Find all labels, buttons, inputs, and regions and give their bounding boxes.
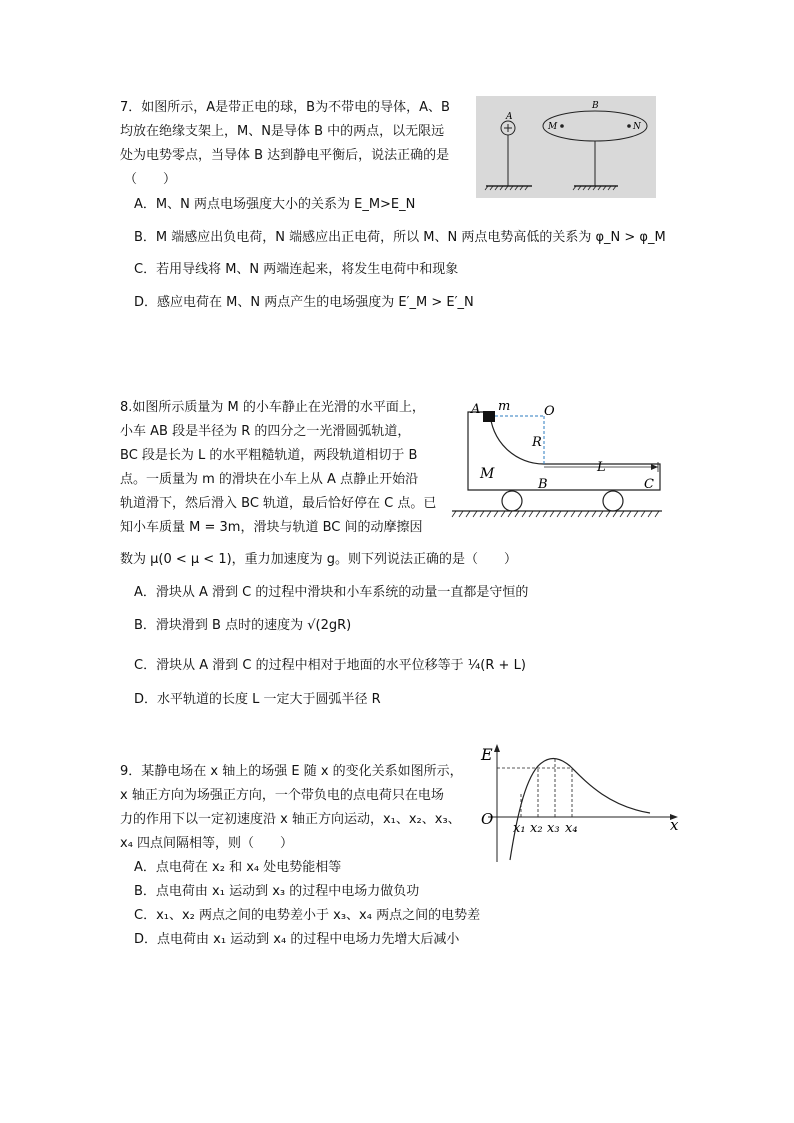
q8-stem-line-3: BC 段是长为 L 的水平粗糙轨道，两段轨道相切于 B [120, 448, 418, 463]
label-a: A [471, 402, 481, 417]
label-origin: O [481, 810, 494, 828]
q7-stem-line-4: （ ） [124, 172, 177, 187]
q8-stem-line-6: 知小车质量 M = 3m，滑块与轨道 BC 间的动摩擦因 [120, 520, 423, 535]
label-b: B [538, 477, 548, 492]
q8-stem-line-5: 轨道滑下，然后滑入 BC 轨道，最后恰好停在 C 点。已 [120, 496, 437, 511]
label-m-small: m [498, 399, 511, 414]
label-x1: x₁ [513, 821, 526, 836]
label-m: M [548, 122, 558, 132]
q9-stem-line-3: 力的作用下以一定初速度沿 x 轴正方向运动，x₁、x₂、x₃、 [120, 812, 461, 827]
q8-stem-line-7: 数为 μ(0 < μ < 1)，重力加速度为 g。则下列说法正确的是（ ） [120, 552, 518, 567]
q8-option-c: C．滑块从 A 滑到 C 的过程中相对于地面的水平位移等于 ¼(R + L) [134, 658, 526, 673]
q8-stem-line-2: 小车 AB 段是半径为 R 的四分之一光滑圆弧轨道， [120, 424, 411, 439]
q8-option-b: B．滑块滑到 B 点时的速度为 √(2gR) [134, 618, 352, 633]
wheel-left [502, 491, 522, 511]
e-field-curve [510, 759, 650, 861]
q8-stem-line-4: 点。一质量为 m 的滑块在小车上从 A 点静止开始沿 [120, 472, 419, 487]
q7-option-d: D．感应电荷在 M、N 两点产生的电场强度为 E′_M > E′_N [134, 295, 474, 310]
label-o: O [544, 404, 555, 419]
q9-option-c: C．x₁、x₂ 两点之间的电势差小于 x₃、x₄ 两点之间的电势差 [134, 908, 481, 923]
label-l: L [597, 460, 606, 475]
label-c: C [644, 477, 654, 492]
cart-body [468, 412, 660, 490]
q7-option-c: C．若用导线将 M、N 两端连起来，将发生电荷中和现象 [134, 262, 459, 277]
label-e: E [481, 745, 493, 764]
q8-stem-line-1: 8.如图所示质量为 M 的小车静止在光滑的水平面上， [120, 400, 425, 415]
q9-stem-line-4: x₄ 四点间隔相等，则（ ） [120, 836, 294, 851]
q8-option-a: A．滑块从 A 滑到 C 的过程中滑块和小车系统的动量一直都是守恒的 [134, 585, 529, 600]
q7-option-a: A．M、N 两点电场强度大小的关系为 E_M>E_N [134, 197, 416, 212]
label-x-axis: x [670, 816, 679, 834]
q7-stem-line-2: 均放在绝缘支架上，M、N是导体 B 中的两点，以无限远 [120, 124, 445, 139]
label-n: N [633, 122, 641, 132]
q9-option-a: A．点电荷在 x₂ 和 x₄ 处电势能相等 [134, 860, 342, 875]
q7-stem-line-3: 处为电势零点，当导体 B 达到静电平衡后，说法正确的是 [120, 148, 450, 163]
q7-option-b: B．M 端感应出负电荷，N 端感应出正电荷，所以 M、N 两点电势高低的关系为 φ_N > φ_M [134, 230, 666, 245]
wheel-right [603, 491, 623, 511]
q8-option-d: D．水平轨道的长度 L 一定大于圆弧半径 R [134, 692, 381, 707]
label-x3: x₃ [547, 821, 560, 836]
slider-block [483, 411, 495, 422]
q7-stem-line-1: 7．如图所示，A是带正电的球，B为不带电的导体，A、B [120, 100, 450, 115]
label-m-cart: M [480, 466, 495, 482]
label-x2: x₂ [530, 821, 543, 836]
label-a: A [506, 112, 513, 122]
q9-stem-line-1: 9．某静电场在 x 轴上的场强 E 随 x 的变化关系如图所示， [120, 764, 463, 779]
label-r: R [532, 435, 542, 450]
q8-figure [450, 398, 664, 524]
q9-stem-line-2: x 轴正方向为场强正方向，一个带负电的点电荷只在电场 [120, 788, 444, 803]
q9-figure [478, 742, 684, 864]
q7-figure [476, 96, 656, 198]
q9-option-d: D．点电荷由 x₁ 运动到 x₄ 的过程中电场力先增大后减小 [134, 932, 460, 947]
q9-option-b: B．点电荷由 x₁ 运动到 x₃ 的过程中电场力做负功 [134, 884, 420, 899]
label-x4: x₄ [565, 821, 578, 836]
label-b: B [592, 101, 599, 111]
